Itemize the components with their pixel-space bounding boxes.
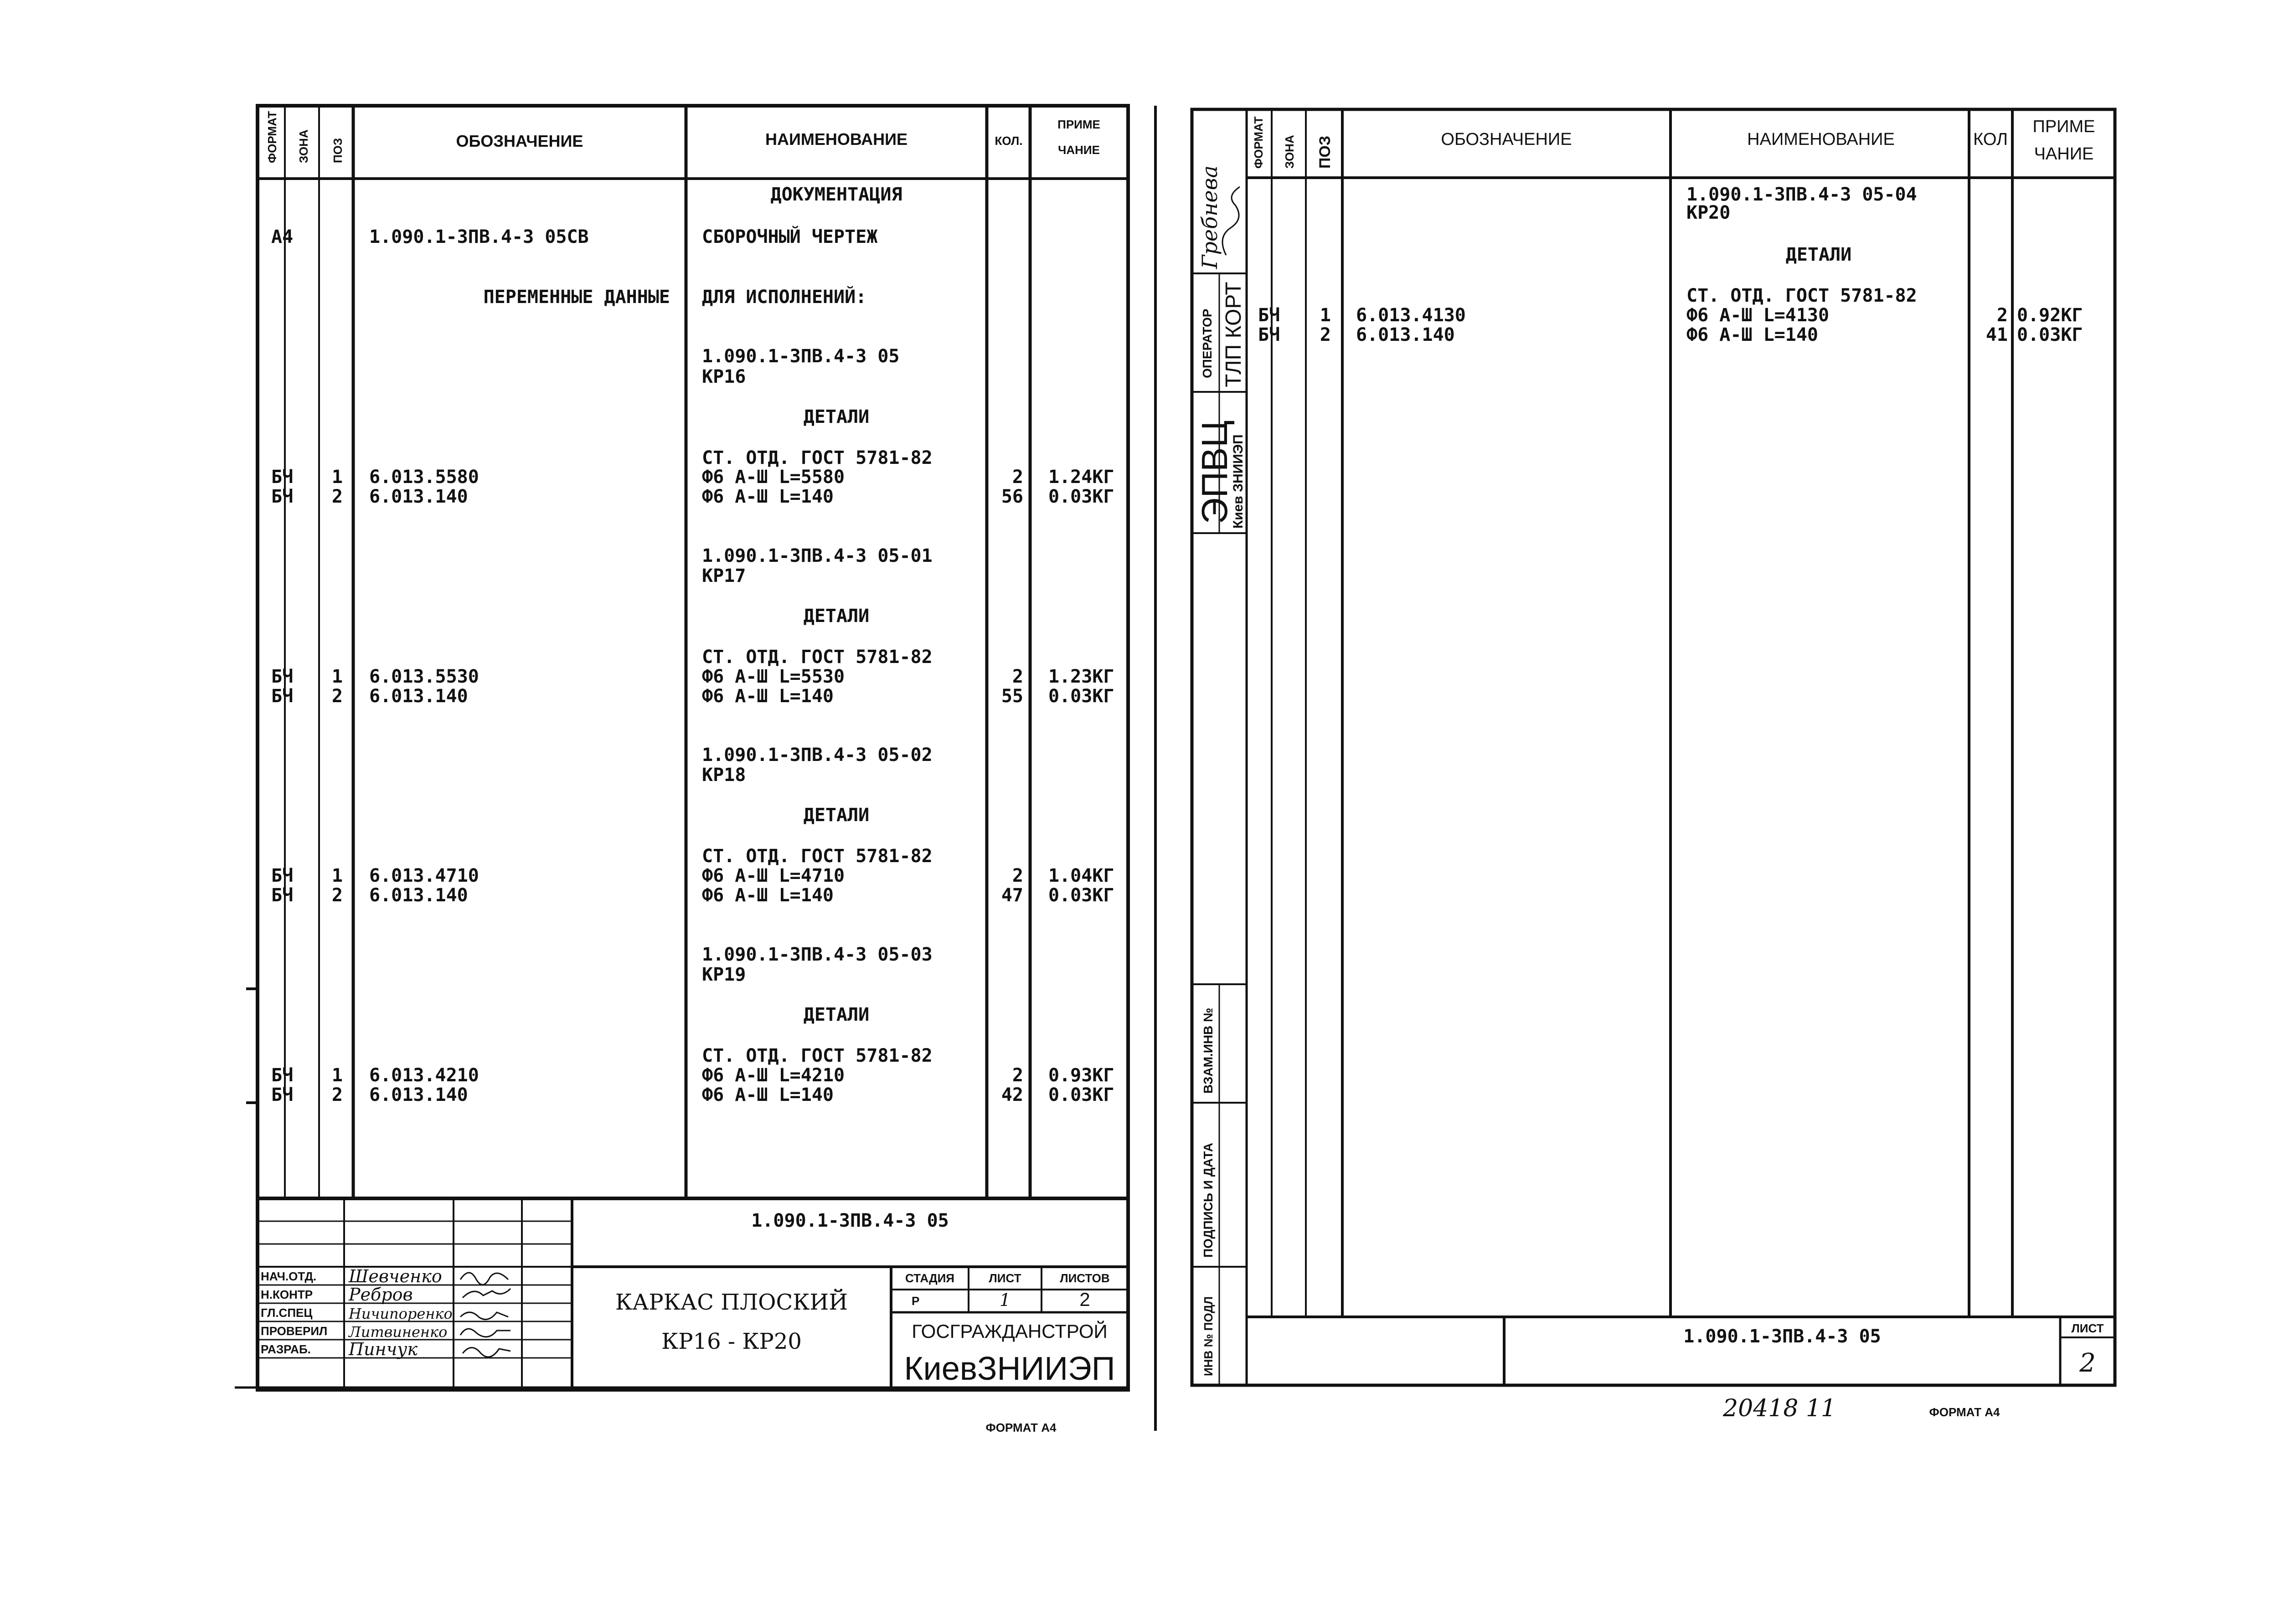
- row-format: БЧ: [271, 885, 294, 906]
- row-qty: 55: [1001, 686, 1023, 707]
- row-qty: 56: [1001, 486, 1023, 507]
- row-note: 1.23КГ: [1048, 666, 1114, 687]
- row-name: 1.090.1-3ПВ.4-3 05-03: [702, 944, 933, 965]
- row-pos: 2: [1320, 324, 1331, 345]
- row-name: ДЛЯ ИСПОЛНЕНИЙ:: [702, 287, 867, 308]
- row-designation: 6.013.140: [369, 1084, 468, 1105]
- name-razrab: Пинчук: [349, 1339, 418, 1359]
- right-format-caption: ФОРМАТ А4: [1929, 1405, 2000, 1419]
- row-pos: 1: [331, 467, 343, 488]
- row-designation: 6.013.5580: [369, 467, 479, 488]
- row-qty: 47: [1001, 885, 1023, 906]
- header-note-2: ЧАНИЕ: [1058, 143, 1100, 157]
- sheets-value: 2: [1079, 1289, 1090, 1310]
- row-format: БЧ: [1258, 305, 1280, 326]
- left-doc-code: 1.090.1-3ПВ.4-3 05: [751, 1210, 949, 1231]
- bottom-note: 20418 11: [1723, 1395, 1836, 1422]
- row-note: 0.03КГ: [2017, 324, 2083, 345]
- row-name: Ф6 А-Ш L=4210: [702, 1065, 845, 1086]
- row-name: СТ. ОТД. ГОСТ 5781-82: [702, 846, 933, 867]
- header-qty: КОЛ.: [995, 134, 1023, 148]
- right-header: [1252, 116, 2095, 169]
- role-proveril: ПРОВЕРИЛ: [261, 1324, 328, 1338]
- stamp-inv: ВЗАМ.ИНВ №: [1201, 1007, 1215, 1094]
- row-qty: 2: [1012, 1065, 1023, 1086]
- row-designation: ПЕРЕМЕННЫЕ ДАННЫЕ: [483, 287, 670, 308]
- header-note-2: ЧАНИЕ: [2034, 144, 2094, 164]
- row-name: Ф6 А-Ш L=140: [702, 885, 834, 906]
- stamp-tlp: ТЛП КОРТ: [1222, 282, 1246, 387]
- row-designation: 6.013.140: [1356, 324, 1455, 345]
- stage-label: СТАДИЯ: [905, 1271, 955, 1285]
- row-name: ДЕТАЛИ: [803, 406, 870, 427]
- row-name: СТ. ОТД. ГОСТ 5781-82: [702, 647, 933, 668]
- name-proveril: Литвиненко: [349, 1323, 448, 1341]
- row-name: 1.090.1-3ПВ.4-3 05-02: [702, 745, 933, 766]
- row-note: 0.03КГ: [1048, 1084, 1114, 1105]
- right-sheet-label: ЛИСТ: [2071, 1321, 2104, 1335]
- row-designation: 6.013.4130: [1356, 305, 1466, 326]
- header-format: ФОРМАТ: [265, 111, 279, 163]
- row-qty: 2: [1996, 305, 2008, 326]
- role-razrab: РАЗРАБ.: [261, 1342, 311, 1356]
- row-name: 1.090.1-3ПВ.4-3 05-01: [702, 545, 933, 566]
- row-name: ДЕТАЛИ: [1785, 244, 1852, 265]
- row-note: 1.04КГ: [1048, 865, 1114, 886]
- stamp-kiev: Киев ЗНИИЭП: [1231, 434, 1246, 529]
- row-pos: 2: [331, 1084, 343, 1105]
- header-name: НАИМЕНОВАНИЕ: [1747, 130, 1895, 149]
- sheet-label: ЛИСТ: [989, 1271, 1021, 1285]
- row-pos: 1: [331, 666, 343, 687]
- stamp-sign-date: ПОДПИСЬ И ДАТА: [1201, 1142, 1215, 1258]
- row-name: 1.090.1-3ПВ.4-3 05-04: [1686, 184, 1917, 205]
- row-name: Ф6 А-Ш L=5580: [702, 467, 845, 488]
- row-format: А4: [271, 226, 294, 247]
- row-designation: 6.013.140: [369, 686, 468, 707]
- row-name: Ф6 А-Ш L=4130: [1686, 305, 1830, 326]
- row-designation: 6.013.140: [369, 486, 468, 507]
- row-name: Ф6 А-Ш L=140: [702, 1084, 834, 1105]
- row-format: БЧ: [271, 666, 294, 687]
- row-name: СТ. ОТД. ГОСТ 5781-82: [702, 1045, 933, 1066]
- row-qty: 2: [1012, 666, 1023, 687]
- row-designation: 6.013.4210: [369, 1065, 479, 1086]
- sheet-value: 1: [999, 1290, 1011, 1310]
- header-pos: ПОЗ: [1316, 135, 1334, 169]
- row-name: СТ. ОТД. ГОСТ 5781-82: [702, 447, 933, 468]
- role-nach-otd: НАЧ.ОТД.: [261, 1269, 317, 1283]
- row-note: 0.03КГ: [1048, 486, 1114, 507]
- header-note-1: ПРИМЕ: [2032, 117, 2095, 136]
- row-pos: 2: [331, 885, 343, 906]
- row-name: 1.090.1-3ПВ.4-3 05: [702, 346, 900, 367]
- row-name: Ф6 А-Ш L=140: [702, 686, 834, 707]
- row-name: Ф6 А-Ш L=4710: [702, 865, 845, 886]
- name-n-kontr: Ребров: [349, 1285, 413, 1305]
- name-nach-otd: Шевченко: [349, 1266, 442, 1286]
- row-note: 0.92КГ: [2017, 305, 2083, 326]
- left-format-caption: ФОРМАТ А4: [985, 1421, 1057, 1434]
- right-doc-code: 1.090.1-3ПВ.4-3 05: [1683, 1326, 1881, 1347]
- row-pos: 1: [331, 865, 343, 886]
- stage-value: Р: [912, 1294, 920, 1308]
- header-name: НАИМЕНОВАНИЕ: [765, 130, 907, 149]
- row-name: ДЕТАЛИ: [803, 1004, 870, 1025]
- item-title-1: КАРКАС ПЛОСКИЙ: [615, 1290, 848, 1315]
- row-pos: 1: [331, 1065, 343, 1086]
- header-pos: ПОЗ: [331, 138, 345, 163]
- row-name: Ф6 А-Ш L=140: [1686, 324, 1818, 345]
- row-name: КР18: [702, 765, 746, 786]
- row-note: 1.24КГ: [1048, 467, 1114, 488]
- header-designation: ОБОЗНАЧЕНИЕ: [456, 132, 583, 150]
- row-qty: 2: [1012, 467, 1023, 488]
- row-name: ДОКУМЕНТАЦИЯ: [770, 184, 902, 205]
- row-name: Ф6 А-Ш L=140: [702, 486, 834, 507]
- row-format: БЧ: [271, 686, 294, 707]
- row-name: СБОРОЧНЫЙ ЧЕРТЕЖ: [702, 226, 878, 247]
- row-name: КР16: [702, 366, 746, 387]
- row-note: 0.03КГ: [1048, 885, 1114, 906]
- side-stamp: [1194, 165, 1246, 1376]
- row-format: БЧ: [271, 1084, 294, 1105]
- row-name: КР20: [1686, 202, 1731, 223]
- row-format: БЧ: [271, 865, 294, 886]
- row-designation: 6.013.4710: [369, 865, 479, 886]
- row-name: КР17: [702, 565, 746, 586]
- header-designation: ОБОЗНАЧЕНИЕ: [1441, 130, 1572, 149]
- row-format: БЧ: [271, 486, 294, 507]
- row-name: КР19: [702, 964, 746, 985]
- header-format: ФОРМАТ: [1252, 116, 1265, 169]
- row-name: ДЕТАЛИ: [803, 805, 870, 826]
- org-line-1: ГОСГРАЖДАНСТРОЙ: [912, 1321, 1108, 1342]
- item-title-2: КР16 - КР20: [661, 1329, 802, 1354]
- row-qty: 42: [1001, 1084, 1023, 1105]
- header-zone: ЗОНА: [297, 129, 310, 163]
- row-designation: 1.090.1-3ПВ.4-3 05СВ: [369, 226, 589, 247]
- stamp-name: Гребнева: [1197, 165, 1222, 269]
- row-note: 0.03КГ: [1048, 686, 1114, 707]
- stamp-signature: [1222, 187, 1240, 255]
- row-format: БЧ: [1258, 324, 1280, 345]
- row-pos: 2: [331, 486, 343, 507]
- right-sheet-value: 2: [2079, 1348, 2096, 1378]
- row-qty: 41: [1985, 324, 2008, 345]
- row-qty: 2: [1012, 865, 1023, 886]
- header-note-1: ПРИМЕ: [1057, 118, 1100, 131]
- header-zone: ЗОНА: [1283, 135, 1296, 169]
- stamp-orig-inv: ИНВ № ПОДЛ: [1201, 1296, 1215, 1376]
- row-name: СТ. ОТД. ГОСТ 5781-82: [1686, 285, 1917, 306]
- row-note: 0.93КГ: [1048, 1065, 1114, 1086]
- header-qty: КОЛ: [1973, 130, 2008, 149]
- row-designation: 6.013.140: [369, 885, 468, 906]
- role-gl-spec: ГЛ.СПЕЦ: [261, 1306, 313, 1320]
- right-spec-rows: [1258, 184, 2083, 345]
- role-n-kontr: Н.КОНТР: [261, 1288, 313, 1301]
- row-designation: 6.013.5530: [369, 666, 479, 687]
- row-pos: 2: [331, 686, 343, 707]
- row-name: ДЕТАЛИ: [803, 606, 870, 627]
- sheets-label: ЛИСТОВ: [1060, 1271, 1110, 1285]
- org-line-2: КиевЗНИИЭП: [904, 1351, 1115, 1387]
- name-gl-spec: Ничипоренко: [349, 1305, 453, 1322]
- row-format: БЧ: [271, 1065, 294, 1086]
- row-pos: 1: [1320, 305, 1331, 326]
- row-name: Ф6 А-Ш L=5530: [702, 666, 845, 687]
- stamp-operator: ОПЕРАТОР: [1200, 308, 1214, 378]
- row-format: БЧ: [271, 467, 294, 488]
- stamp-epvc: ЭПВЦ: [1194, 420, 1235, 524]
